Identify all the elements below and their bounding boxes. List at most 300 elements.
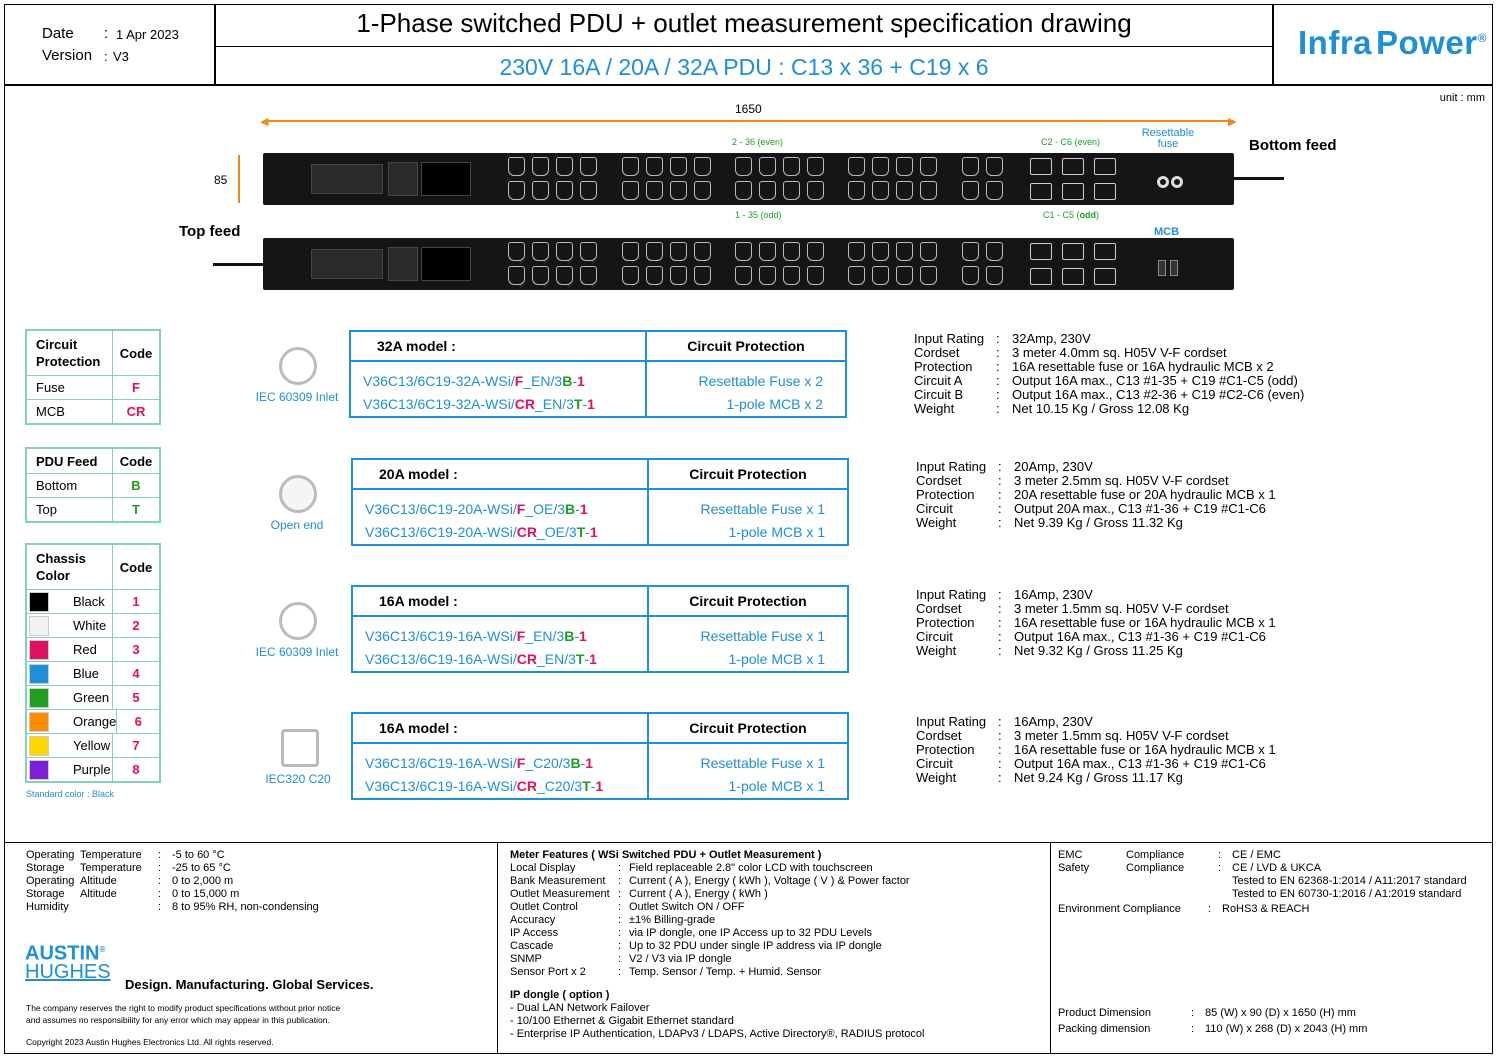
spec-value: Net 10.15 Kg / Gross 12.08 Kg: [1012, 401, 1190, 416]
spec-line: [914, 374, 1304, 388]
c13-outlet: [807, 157, 824, 176]
disclaimer: The company reserves the right to modify product specifications without prior notice and assumes no responsibility for any error which may appear in this publication.: [26, 1003, 341, 1025]
resettable-fuse: [1157, 176, 1169, 188]
env-cell: [80, 901, 158, 914]
meter-line: [510, 940, 924, 953]
spec-key: Cordset: [914, 345, 960, 360]
copyright: Copyright 2023 Austin Hughes Electronics Ltd. All rights reserved.: [26, 1037, 274, 1047]
protection-mcb: 1-pole MCB x 1: [728, 524, 825, 540]
c13-outlet: [580, 157, 597, 176]
env-line: [26, 849, 372, 862]
meter-key: SNMP: [510, 953, 542, 965]
spec-line: [916, 474, 1276, 488]
compliance-line: [1058, 862, 1497, 875]
spec-line: [916, 757, 1276, 771]
c13-outlet: [735, 181, 752, 200]
spec-line: [916, 588, 1276, 602]
meter-value: via IP dongle, one IP Access up to 32 PDU Levels: [629, 927, 872, 939]
env-cell: -25 to 65 °C: [172, 862, 231, 874]
model-table: [351, 712, 849, 800]
color-code: 2: [132, 618, 140, 633]
color-code: 4: [132, 666, 140, 681]
spec-key: Protection: [916, 742, 975, 757]
spec-value: Output 16A max., C13 #2-36 + C19 #C2-C6 (even): [1012, 387, 1305, 402]
meter-sep: :: [618, 914, 622, 926]
c13-outlet: [735, 266, 752, 285]
spec-key: Protection: [914, 359, 973, 374]
chassis-color-row: [27, 757, 159, 781]
spec-line: [914, 346, 1304, 360]
spec-key: Input Rating: [914, 331, 985, 346]
color-label: Yellow: [73, 738, 111, 753]
color-label: Black: [73, 594, 105, 609]
page-title: 1-Phase switched PDU + outlet measurement specification drawing: [356, 8, 1132, 38]
mcb-switch: [1158, 260, 1166, 276]
meter-key: Outlet Control: [510, 901, 578, 913]
color-name: [27, 686, 113, 709]
c13-outlet: [694, 181, 711, 200]
meter-value: Temp. Sensor / Temp. + Humid. Sensor: [629, 966, 822, 978]
compliance-cell: [1058, 875, 1126, 888]
spec-value: 20Amp, 230V: [1014, 459, 1093, 474]
meter-value: Current ( A ), Energy ( kWh ), Voltage ( V ) & Power factor: [629, 875, 910, 887]
c13-outlet: [556, 266, 573, 285]
c19-outlet: [1062, 243, 1084, 260]
spec-value: 16Amp, 230V: [1014, 714, 1093, 729]
spec-key: Weight: [916, 515, 957, 530]
meter-line: [510, 966, 924, 979]
compliance-line: [1058, 849, 1497, 862]
c13-outlet: [920, 157, 937, 176]
c13-outlet: [759, 157, 776, 176]
protection-fuse: Resettable Fuse x 1: [700, 755, 825, 771]
spec-value: 16A resettable fuse or 16A hydraulic MCB x 2: [1012, 359, 1274, 374]
compliance-cell: [1126, 875, 1218, 888]
environment-spec: [26, 849, 372, 914]
spec-line: [916, 502, 1276, 516]
c13-outlet: [670, 242, 687, 261]
spec-line: [916, 516, 1276, 530]
open-end-icon: [279, 475, 317, 513]
c13-outlet: [848, 181, 865, 200]
circuit-protection-header: Circuit Protection: [687, 338, 805, 354]
height-dimension-line: [238, 155, 240, 203]
model-code-fuse: V36C13/6C19-20A-WSi/F_OE/3B-1: [365, 501, 588, 517]
dimension-line: [1058, 1007, 1458, 1020]
compliance-cell: EMC: [1058, 849, 1083, 861]
network-ports: [388, 247, 418, 281]
spec-line: [916, 630, 1276, 644]
c13-outlet: [986, 181, 1003, 200]
date-label: Date: [42, 25, 74, 42]
color-swatch: [29, 736, 49, 756]
spec-value: Output 16A max., C13 #1-36 + C19 #C1-C6: [1014, 756, 1266, 771]
spec-sep: :: [998, 728, 1002, 743]
color-code: 8: [132, 762, 140, 777]
c13-outlet: [759, 181, 776, 200]
compliance-cell: Safety: [1058, 862, 1090, 874]
env-cell: -5 to 60 °C: [172, 849, 225, 861]
color-label: Orange: [73, 714, 117, 729]
chassis-color-row: [27, 709, 159, 733]
compliance-cell: [1058, 888, 1126, 901]
iec-c20-inlet-icon: [281, 729, 319, 767]
meter-key: Cascade: [510, 940, 554, 952]
color-name: [27, 590, 113, 613]
env-cell: 0 to 15,000 m: [172, 888, 240, 900]
compliance-cell: Compliance: [1126, 862, 1185, 874]
color-swatch: [29, 712, 49, 732]
c19-outlet: [1094, 183, 1116, 200]
circuit-protection-header: Circuit Protection: [689, 593, 807, 609]
chassis-color-legend: Chassis Color Code Black 1 White 2 Red 3 Blue 4 Green 5 Orange 6 Yellow 7 Purple 8: [25, 543, 161, 783]
spec-value: 3 meter 1.5mm sq. H05V V-F cordset: [1014, 601, 1229, 616]
model-code-fuse: V36C13/6C19-16A-WSi/F_C20/3B-1: [365, 755, 594, 771]
spec-sep: :: [998, 501, 1002, 516]
resettable-fuse-label: Resettable fuse: [1141, 127, 1195, 150]
color-name: [27, 662, 113, 685]
dim-label: Product Dimension: [1058, 1007, 1151, 1019]
c13-outlet: [622, 181, 639, 200]
env-cell: Operating: [26, 849, 75, 861]
c13-outlet: [783, 181, 800, 200]
spec-sep: :: [998, 756, 1002, 771]
spec-sep: :: [996, 331, 1000, 346]
c13-outlet: [532, 266, 549, 285]
model-spec: [914, 332, 1304, 416]
spec-value: Net 9.39 Kg / Gross 11.32 Kg: [1014, 515, 1183, 530]
c13-outlet: [807, 242, 824, 261]
model-title: 32A model :: [351, 332, 647, 360]
env-cell: 0 to 2,000 m: [172, 875, 234, 887]
c13-outlet: [556, 181, 573, 200]
protection-fuse: Resettable Fuse x 2: [698, 373, 823, 389]
c13-outlet: [783, 157, 800, 176]
c13-outlet: [735, 157, 752, 176]
meter-features: [510, 849, 924, 1041]
env-cell: :: [158, 862, 162, 874]
meter-sep: :: [618, 966, 622, 978]
c13-outlet: [580, 242, 597, 261]
c19-outlet: [1030, 158, 1052, 175]
c13-outlet: [896, 242, 913, 261]
environment-compliance: [1058, 903, 1497, 916]
c13-outlet: [783, 266, 800, 285]
c13-outlet: [848, 157, 865, 176]
color-label: Purple: [73, 762, 111, 777]
spec-sep: :: [998, 459, 1002, 474]
color-code: 5: [132, 690, 140, 705]
c13-outlet: [532, 157, 549, 176]
height-label: 85: [214, 173, 228, 187]
spec-line: [914, 332, 1304, 346]
model-table: [349, 330, 847, 418]
spec-key: Weight: [916, 643, 957, 658]
spec-key: Input Rating: [916, 459, 987, 474]
meter-value: Outlet Switch ON / OFF: [629, 901, 745, 913]
c13-outlet: [694, 266, 711, 285]
top-cord: [213, 263, 263, 266]
circuit-protection-header: Circuit Protection: [689, 720, 807, 736]
model-code-mcb: V36C13/6C19-16A-WSi/CR_EN/3T-1: [365, 651, 597, 667]
model-table: [351, 458, 849, 546]
dongle-item: - Enterprise IP Authentication, LDAPv3 / LDAPS, Active Directory®, RADIUS protocol: [510, 1028, 925, 1040]
spec-line: [914, 388, 1304, 402]
top-feed-label: Top feed: [179, 223, 241, 240]
compliance-cell: CE / LVD & UKCA: [1232, 862, 1322, 874]
c19-outlet: [1062, 158, 1084, 175]
meter-line: [510, 953, 924, 966]
chassis-color-row: [27, 637, 159, 661]
c13-outlet: [646, 266, 663, 285]
dim-value: 110 (W) x 268 (D) x 2043 (H) mm: [1205, 1023, 1368, 1035]
spec-key: Circuit: [916, 629, 953, 644]
inlet-label: IEC 60309 Inlet: [255, 390, 339, 404]
c13-outlet: [896, 181, 913, 200]
model-code-fuse: V36C13/6C19-16A-WSi/F_EN/3B-1: [365, 628, 587, 644]
spec-sep: :: [996, 359, 1000, 374]
c19-outlet: [1094, 243, 1116, 260]
protection-fuse: Resettable Fuse x 1: [700, 501, 825, 517]
env-cell: Operating: [26, 875, 75, 887]
c13-outlet: [783, 242, 800, 261]
spec-line: [916, 602, 1276, 616]
compliance-line: [1058, 875, 1497, 888]
spec-value: 32Amp, 230V: [1012, 331, 1091, 346]
env-line: [26, 901, 372, 914]
compliance-cell: CE / EMC: [1232, 849, 1281, 861]
meter-sep: :: [618, 875, 622, 887]
env-cell: Storage: [26, 862, 65, 874]
inlet-label: IEC 60309 Inlet: [255, 645, 339, 659]
meter-key: Sensor Port x 2: [510, 966, 586, 978]
model-code-mcb: V36C13/6C19-32A-WSi/CR_EN/3T-1: [363, 396, 595, 412]
env-cell: Temperature: [80, 849, 142, 861]
dongle-item: - 10/100 Ethernet & Gigabit Ethernet standard: [510, 1015, 734, 1027]
spec-sep: :: [996, 345, 1000, 360]
c13-outlet: [694, 242, 711, 261]
color-name: [27, 734, 113, 757]
spec-key: Input Rating: [916, 587, 987, 602]
compliance-cell: [1218, 888, 1232, 901]
env-cell: Altitude: [80, 875, 117, 887]
meter-line: [510, 914, 924, 927]
c13-outlet: [646, 242, 663, 261]
c13-outlet: [848, 242, 865, 261]
spec-key: Cordset: [916, 601, 962, 616]
chassis-color-row: [27, 589, 159, 613]
color-swatch: [29, 592, 49, 612]
compliance-cell: Tested to EN 60730-1:2016 / A1:2019 standard: [1232, 888, 1462, 900]
color-code: 1: [132, 594, 140, 609]
c13-outlet: [580, 266, 597, 285]
model-title: 16A model :: [353, 587, 649, 615]
spec-value: Output 16A max., C13 #1-36 + C19 #C1-C6: [1014, 629, 1266, 644]
protection-fuse: Resettable Fuse x 1: [700, 628, 825, 644]
env-cell: Humidity: [26, 901, 69, 913]
spec-value: Output 20A max., C13 #1-36 + C19 #C1-C6: [1014, 501, 1266, 516]
spec-sep: :: [996, 387, 1000, 402]
spec-key: Protection: [916, 487, 975, 502]
spec-sep: :: [996, 373, 1000, 388]
c19-outlet: [1030, 243, 1052, 260]
compliance-cell: [1126, 888, 1218, 901]
env-cell: :: [158, 849, 162, 861]
c13-outlet: [670, 157, 687, 176]
even-outlets-label: 2 - 36 (even): [732, 137, 784, 147]
c19-outlet: [1094, 158, 1116, 175]
chassis-color-row: [27, 733, 159, 757]
meter-key: Accuracy: [510, 914, 556, 926]
version-value: V3: [113, 49, 129, 64]
meter-value: Field replaceable 2.8" color LCD with touchscreen: [629, 862, 873, 874]
c13-outlet: [508, 242, 525, 261]
compliance-cell: Compliance: [1126, 849, 1185, 861]
model-title: 16A model :: [353, 714, 649, 742]
spec-value: 16A resettable fuse or 16A hydraulic MCB x 1: [1014, 742, 1276, 757]
compliance-cell: :: [1218, 849, 1222, 861]
env-cell: :: [158, 888, 162, 900]
spec-key: Circuit B: [914, 387, 964, 402]
c13-outlet: [622, 157, 639, 176]
env-cell: :: [158, 875, 162, 887]
color-name: [27, 638, 113, 661]
lcd-display: [421, 247, 471, 281]
spec-line: [916, 729, 1276, 743]
color-label: Red: [73, 642, 97, 657]
spec-sep: :: [998, 601, 1002, 616]
compliance-cell: :: [1218, 862, 1222, 874]
color-code: 3: [132, 642, 140, 657]
odd-outlets-label: 1 - 35 (odd): [735, 210, 782, 220]
spec-sep: :: [996, 401, 1000, 416]
c13-outlet: [556, 157, 573, 176]
protection-mcb: 1-pole MCB x 1: [728, 651, 825, 667]
c13-outlet: [986, 266, 1003, 285]
spec-key: Circuit: [916, 756, 953, 771]
c13-outlet: [735, 242, 752, 261]
spec-sep: :: [998, 742, 1002, 757]
c13-outlet: [508, 157, 525, 176]
c13-outlet: [759, 242, 776, 261]
c13-outlet: [848, 266, 865, 285]
color-name: [27, 614, 113, 637]
bottom-feed-label: Bottom feed: [1249, 137, 1337, 154]
c13-outlet: [807, 181, 824, 200]
protection-mcb: 1-pole MCB x 2: [726, 396, 823, 412]
spec-line: [916, 715, 1276, 729]
c13-outlet: [532, 242, 549, 261]
spec-sep: :: [998, 629, 1002, 644]
meter-line: [510, 862, 924, 875]
color-swatch: [29, 616, 49, 636]
compliance-cell: [1218, 875, 1232, 888]
c19-outlet: [1030, 183, 1052, 200]
env-value: RoHS3 & REACH: [1222, 903, 1310, 915]
spec-value: 3 meter 1.5mm sq. H05V V-F cordset: [1014, 728, 1229, 743]
spec-sep: :: [998, 714, 1002, 729]
c13-outlet: [872, 242, 889, 261]
color-swatch: [29, 688, 49, 708]
meter-value: ±1% Billing-grade: [629, 914, 716, 926]
dongle-item: - Dual LAN Network Failover: [510, 1002, 650, 1014]
protection-mcb: 1-pole MCB x 1: [728, 778, 825, 794]
meter-key: Local Display: [510, 862, 576, 874]
c13-outlet: [807, 266, 824, 285]
model-code-fuse: V36C13/6C19-32A-WSi/F_EN/3B-1: [363, 373, 585, 389]
meter-sep: :: [618, 927, 622, 939]
meter-key: Outlet Measurement: [510, 888, 610, 900]
spec-value: 3 meter 4.0mm sq. H05V V-F cordset: [1012, 345, 1227, 360]
length-label: 1650: [735, 102, 762, 116]
model-spec: [916, 588, 1276, 658]
c13-outlet: [532, 181, 549, 200]
spec-sep: :: [998, 643, 1002, 658]
length-dimension-line: [264, 120, 1234, 122]
c19-even-label: C2 - C6 (even): [1041, 137, 1101, 147]
spec-sep: :: [998, 770, 1002, 785]
color-name: [27, 710, 117, 733]
meter-line: [510, 875, 924, 888]
bottom-cord: [1234, 177, 1284, 180]
env-cell: Temperature: [80, 862, 142, 874]
version-label: Version: [42, 47, 93, 64]
env-line: [26, 888, 372, 901]
spec-value: 20A resettable fuse or 20A hydraulic MCB x 1: [1014, 487, 1276, 502]
c13-outlet: [962, 157, 979, 176]
meter-sep: :: [618, 901, 622, 913]
c13-outlet: [872, 266, 889, 285]
spec-key: Circuit: [916, 501, 953, 516]
circuit-protection-header: Circuit Protection: [689, 466, 807, 482]
brand-tagline: Design. Manufacturing. Global Services.: [125, 977, 374, 992]
dim-label: Packing dimension: [1058, 1023, 1151, 1035]
c13-outlet: [962, 242, 979, 261]
spec-sep: :: [998, 515, 1002, 530]
model-spec: [916, 715, 1276, 785]
c13-outlet: [962, 181, 979, 200]
c13-outlet: [962, 266, 979, 285]
lcd-display: [421, 162, 471, 196]
spec-line: [916, 488, 1276, 502]
model-code-mcb: V36C13/6C19-20A-WSi/CR_OE/3T-1: [365, 524, 598, 540]
page-subtitle: 230V 16A / 20A / 32A PDU : C13 x 36 + C19 x 6: [499, 54, 989, 80]
spec-key: Cordset: [916, 728, 962, 743]
meter-value: V2 / V3 via IP dongle: [629, 953, 732, 965]
c19-outlet: [1094, 268, 1116, 285]
spec-sep: :: [998, 487, 1002, 502]
c19-outlet: [1062, 183, 1084, 200]
chassis-color-row: [27, 661, 159, 685]
inlet-label: Open end: [270, 518, 324, 532]
c13-outlet: [872, 157, 889, 176]
spec-line: [914, 402, 1304, 416]
c19-odd-label: C1 - C5 (odd): [1043, 210, 1100, 220]
spec-value: 3 meter 2.5mm sq. H05V V-F cordset: [1014, 473, 1229, 488]
dongle-title: IP dongle ( option ): [510, 989, 610, 1001]
meter-sep: :: [618, 940, 622, 952]
env-cell: 8 to 95% RH, non-condensing: [172, 901, 319, 913]
spec-key: Cordset: [916, 473, 962, 488]
c13-outlet: [508, 181, 525, 200]
meter-key: Bank Measurement: [510, 875, 606, 887]
mcb-switch: [1170, 260, 1178, 276]
dimension-line: [1058, 1023, 1458, 1036]
spec-value: 16Amp, 230V: [1014, 587, 1093, 602]
spec-key: Weight: [914, 401, 955, 416]
c13-outlet: [580, 181, 597, 200]
compliance-cell: Tested to EN 62368-1:2014 / A11:2017 standard: [1232, 875, 1467, 887]
